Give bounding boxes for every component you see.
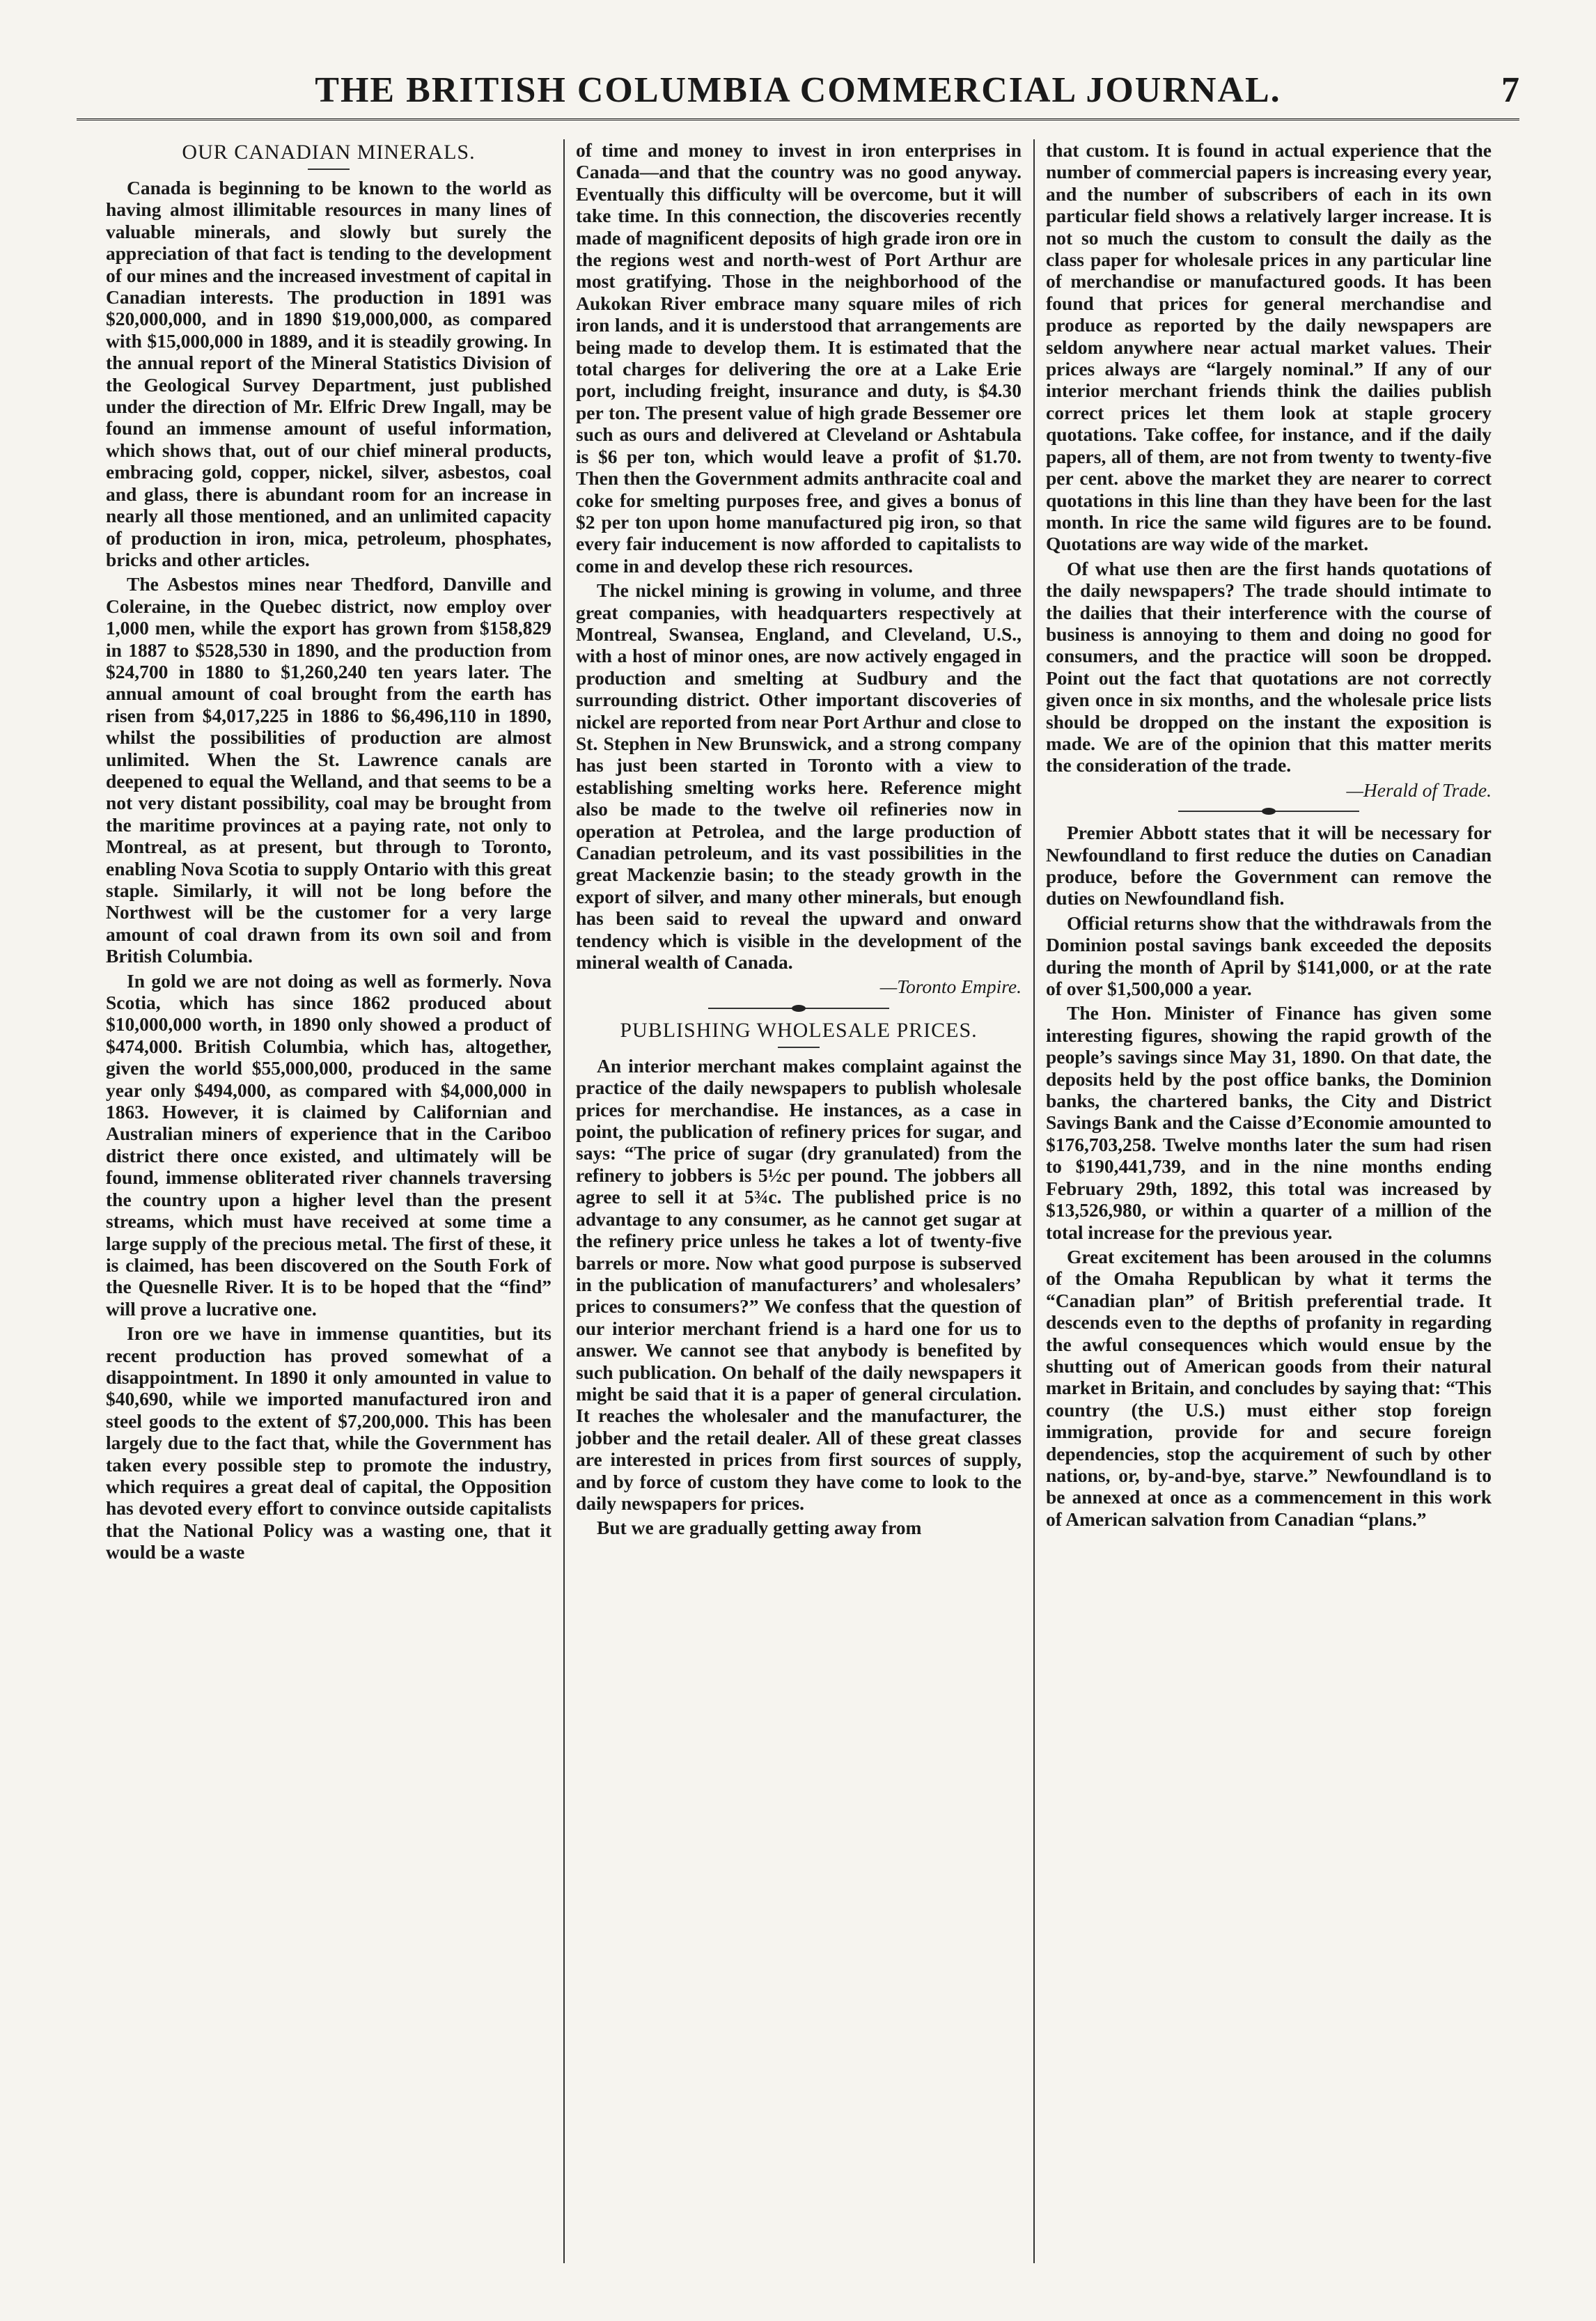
paragraph: The Asbestos mines near Thedford, Danville and Coleraine, in the Quebec district, now employ over 1,000 men, while the export has grown from $158,829 in 1887 to $528,530 in 1890, and the production from $24,700 in 1880 to $1,260,240 ten years later. The annual amount of coal brought from the earth has risen from $4,017,225 in 1886 to $6,496,110 in 1890, whilst the possibilities of production are almost unlimited. When the St. Lawrence canals are deepened to equal the Welland, and that seems to be a not very distant possibility, coal may be brought from the maritime provinces at a paying rate, not only to Montreal, as at present, but through to Toronto, enabling Nova Scotia to supply Ontario with this great staple. Similarly, it will not be long before the Northwest will be the customer for a very large amount of coal drawn from its own soil and from British Columbia. (106, 573, 551, 967)
column-rule (1033, 139, 1035, 2263)
column-rule (563, 139, 565, 2263)
paragraph: of time and money to invest in iron enterprises in Canada—and that the country was no good anyway. Eventually this difficulty will be overcome, but it will take time. In this connection, the discoveries recently made of magnificent deposits of high grade iron ore in the regions west and north-west of Port Arthur are most gratifying. Those in the neighborhood of the Aukokan River embrace many square miles of rich iron lands, and it is understood that arrangements are being made to develop them. It is estimated that the total charges for delivering the ore at a Lake Erie port, including freight, insurance and duty, is $4.30 per ton. The present value of high grade Bessemer ore such as ours and delivered at Cleveland or Ashtabula is $6 per ton, which would leave a profit of $1.70. Then then the Government admits anthracite coal and coke for smelting purposes free, and gives a bonus of $2 per ton upon home manufactured pig iron, so that every fair inducement is now afforded to capitalists to come in and develop these rich resources. (576, 139, 1022, 577)
article-columns (106, 139, 1492, 2263)
paragraph: But we are gradually getting away from (597, 1517, 922, 1539)
paragraph: Official returns show that the withdrawals from the Dominion postal savings bank exceeded the deposits during the month of April by $141,000, or at the rate of over $1,500,000 a year. (1046, 912, 1492, 1000)
paragraph: Premier Abbott states that it will be necessary for Newfoundland to first reduce the duties on Canadian produce, before the Government can remove the duties on Newfoundland fish. (1046, 822, 1492, 909)
section-separator (1178, 811, 1359, 812)
page-number: 7 (1501, 70, 1519, 110)
separator-ornament (792, 1005, 806, 1012)
article-signature: —Toronto Empire. (879, 976, 1022, 998)
paragraph: Canada is beginning to be known to the world as having almost illimitable resources in many lines of valuable minerals, and slowly but surely the appreciation of that fact is tending to the development of our mines and the increased investment of capital in Canadian interests. The production in 1891 was $20,000,000, and in 1890 $19,000,000, as compared with $15,000,000 in 1889, and it is steadily growing. In the annual report of the Mineral Statistics Division of the Geological Survey Department, just published under the direction of Mr. Elfric Drew Ingall, may be found an immense amount of useful information, which shows that, out of our chief mineral products, embracing gold, copper, nickel, silver, asbestos, coal and glass, there is abundant room for an increase in nearly all those mentioned, and an unlimited capacity of production in iron, mica, petroleum, phosphates, bricks and other articles. (106, 177, 551, 570)
column-3 (1046, 139, 1492, 2263)
article-heading-minerals: OUR CANADIAN MINERALS. (182, 141, 476, 164)
section-separator (708, 1008, 889, 1009)
paragraph: The nickel mining is growing in volume, and three great companies, with headquarters respectively at Montreal, Swansea, England, and Cleveland, U.S., with a host of minor ones, are now actively engaged in production and smelting at Sudbury and the surrounding district. Other important discoveries of nickel are reported from near Port Arthur and close to St. Stephen in New Brunswick, and a strong company has just been started in Toronto with a view to establishing smelting works here. Reference might also be made to the twelve oil refineries now in operation at Petrolea, and the large production of Canadian petroleum, and its vast possibilities in the great Mackenzie basin; to the steady growth in the export of silver, and many other minerals, but enough has been said to reveal the upward and onward tendency which is visible in the development of the mineral wealth of Canada. (576, 579, 1022, 974)
article-signature: —Herald of Trade. (1346, 779, 1492, 801)
journal-title: THE BRITISH COLUMBIA COMMERCIAL JOURNAL. (315, 70, 1281, 110)
paragraph: An interior merchant makes complaint against the practice of the daily newspapers to publish wholesale prices for merchandise. He instances, as a case in point, the publication of refinery prices for sugar, and says: “The price of sugar (dry granulated) from the refinery to jobbers is 5½c per pound. The jobbers all agree to sell it at 5¾c. The published price is no advantage to any consumer, as he cannot get sugar at the refinery price unless he takes a lot of twenty-five barrels or more. Now what good purpose is subserved in the publication of manufacturers’ and wholesalers’ prices to consumers?” We confess that the question of our interior merchant friend is a hard one for us to answer. We cannot see that anybody is benefited by such publication. On behalf of the daily newspapers it might be said that it is a paper of general circulation. It reaches the wholesaler and the manufacturer, the jobber and the retail dealer. All of these great classes are interested in prices from first sources of supply, and by force of custom they have come to look to the daily newspapers for prices. (576, 1054, 1022, 1514)
column-1 (106, 139, 551, 2263)
article-heading-prices: PUBLISHING WHOLESALE PRICES. (620, 1018, 978, 1042)
separator-ornament (1262, 808, 1276, 815)
paragraph: that custom. It is found in actual experience that the number of commercial papers is increasing every year, and the number of subscribers of each in its own particular field shows a relatively larger increase. It is not so much the custom to consult the daily as the class paper for wholesale prices in any particular line of merchandise or manufactured goods. It has been found that prices for general merchandise and produce as reported by the daily newspapers are seldom anywhere near actual market values. Their prices always are “largely nominal.” If any of our interior merchant friends think the dailies publish correct prices let them look at staple grocery quotations. Take coffee, for instance, and if the daily papers, all of them, are not from twenty to twenty-five per cent. above the market they are nearer to correct quotations in this line than they have been for the last month. In rice the same wild figures are to be found. Quotations are way wide of the market. (1046, 139, 1492, 555)
paragraph: The Hon. Minister of Finance has given some interesting figures, showing the rapid growth of the people’s savings since May 31, 1890. On that date, the deposits held by the post office banks, the Dominion banks, the chartered banks, the City and District Savings Bank and the Caisse d’Economie amounted to $176,703,258. Twelve months later the sum had risen to $190,441,739, and in the nine months ending February 29th, 1892, this total was increased by $13,526,980, or within a quarter of a million of the total increase for the previous year. (1046, 1002, 1492, 1243)
paragraph: Iron ore we have in immense quantities, but its recent production has proved somewhat of a disappointment. In 1890 it only amounted in value to $40,690, while we imported manufactured iron and steel goods to the extent of $7,200,000. This has been largely due to the fact that, while the Government has taken every possible step to promote the industry, which requires a great deal of capital, the Opposition has devoted every effort to convince outside capitalists that the National Policy was a wasting one, that it would be a waste (106, 1322, 551, 1563)
page-header (77, 70, 1519, 120)
paragraph: Of what use then are the first hands quotations of the daily newspapers? The trade should intimate to the dailies that their interference with the course of business is annoying to them and doing no good for consumers, and the practice will soon be dropped. Point out the fact that quotations are not correctly given once in six months, and the wholesale price lists should be dropped on the instant the exposition is made. We are of the opinion that this matter merits the consideration of the trade. (1046, 557, 1492, 776)
paragraph: In gold we are not doing as well as formerly. Nova Scotia, which has since 1862 produced about $10,000,000 worth, in 1890 only showed a product of $474,000. British Columbia, which has, altogether, given the world $55,000,000, produced in the same year only $494,000, as compared with $4,000,000 in 1863. However, it is claimed by Californian and Australian miners of experience that in the Cariboo district there once existed, and ultimately will be found, immense obliterated river channels traversing the country upon a higher level than the present streams, which must have received at some time a large supply of the precious metal. The first of these, it is claimed, has been discovered on the South Fork of the Quesnelle River. It is to be hoped that the “find” will prove a lucrative one. (106, 969, 551, 1320)
heading-divider (308, 169, 350, 170)
heading-divider (778, 1047, 820, 1048)
column-2 (576, 139, 1022, 2263)
paragraph: Great excitement has been aroused in the columns of the Omaha Republican by what it terms the “Canadian plan” of British preferential trade. It descends even to the depths of profanity in regarding the awful consequences which would ensue by the shutting out of American goods from their natural market in Britain, and concludes by saying that: “This country (the U.S.) must either stop foreign immigration, provide for and secure foreign dependencies, stop the acquirement of such by other nations, or, by-and-bye, starve.” Newfoundland is to be annexed at once as a commencement in this work of American salvation from Canadian “plans.” (1046, 1245, 1492, 1530)
